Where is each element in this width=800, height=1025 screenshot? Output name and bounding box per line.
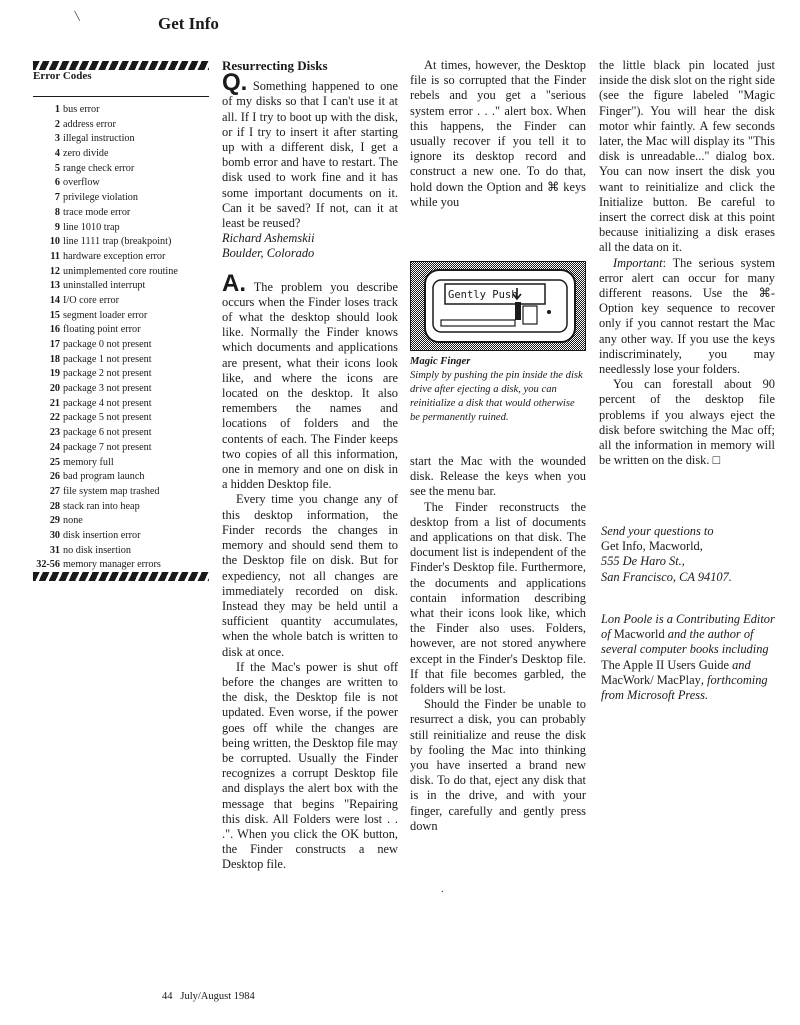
bio-text-4: , forthcoming from Microsoft Press.	[601, 672, 768, 703]
paragraph-should: Should the Finder be unable to resurrect a disk, you can probably still reinitialize and reuse the disk by fooling the Mac into thinking you have inserted a brand new disk. To do that, eject any disk that is in the drive, and with your finger, carefully and gently press down	[410, 697, 586, 833]
page-number: 44	[162, 991, 173, 1002]
question-text: Something happened to one of my disks so that I can't use it at all. If I try to boot up with the disk, or if I try to insert it after starting up with a different disk, I get a bomb error and have to restart. The disk used to work fine and it has some important documents on it. Can it be saved? If not, can it at least be reused?	[222, 79, 398, 231]
error-code-item	[33, 132, 209, 147]
error-code-item	[33, 279, 209, 294]
error-code-number: 14	[49, 294, 60, 306]
error-code-number: 28	[49, 500, 60, 512]
error-code-text: trace mode error	[63, 206, 131, 218]
error-code-number: 1	[54, 104, 60, 115]
send-questions-block	[601, 524, 781, 585]
error-code-text: package 5 not present	[63, 412, 152, 424]
error-code-number: 22	[49, 412, 60, 424]
sidebar-divider	[33, 96, 209, 97]
page-title: Get Info	[158, 14, 219, 33]
article-title: Resurrecting Disks	[222, 58, 328, 73]
figure-screen-text: Gently Push	[448, 289, 518, 301]
paragraph-pin: the little black pin located just inside the disk slot on the right side (see the figure labeled "Magic Finger"). You will hear the disk motor whir faintly. A few seconds later, the Mac will display its "This disk is unreadable..." dialog box. You can now insert the disk you want to reinitialize and click the Initialize button. Be careful to insert the correct disk at this point because initializing a disk erases all the data on it.	[599, 58, 775, 255]
error-code-text: floating point error	[63, 324, 141, 336]
figure-caption-text: Simply by pushing the pin inside the disk drive after ejecting a disk, you can reinitialize a disk that would otherwise be permanently ruined.	[410, 370, 583, 423]
bio-text-3: and	[729, 657, 751, 672]
error-code-text: no disk insertion	[63, 544, 131, 556]
error-code-item	[33, 118, 209, 133]
error-code-text: stack ran into heap	[63, 500, 140, 512]
error-code-number: 10	[49, 236, 60, 248]
article-column-3	[599, 58, 775, 468]
error-code-text: memory manager errors	[63, 559, 161, 571]
error-code-number: 27	[49, 485, 60, 497]
error-code-text: line 1010 trap	[63, 221, 120, 233]
asker-name: Richard Ashemskii	[222, 231, 315, 246]
error-code-number: 16	[49, 324, 60, 336]
error-code-item	[33, 147, 209, 162]
bio-book-2: MacWork/ MacPlay	[601, 672, 701, 687]
error-code-item	[33, 500, 209, 515]
important-label: Important	[613, 255, 663, 270]
error-code-text: bad program launch	[63, 471, 145, 483]
error-code-item	[33, 353, 209, 368]
error-code-item	[33, 206, 209, 221]
error-code-number: 5	[54, 162, 60, 174]
send-line-4: San Francisco, CA 94107.	[601, 569, 732, 584]
error-code-item	[33, 441, 209, 456]
sidebar-top-stripe	[33, 61, 209, 70]
error-code-number: 21	[49, 397, 60, 409]
error-code-item	[33, 529, 209, 544]
bio-text-2: and the author of several computer books including	[601, 627, 769, 657]
sidebar-bottom-stripe	[33, 572, 209, 581]
important-text: : The serious system error alert can occur for many different reasons. Use the ⌘-Option key sequence to recover only if you cannot restart the Mac any other way. If you use the keys indiscriminately, you may needlessly lose your folders.	[599, 255, 775, 377]
error-code-item	[33, 382, 209, 397]
error-code-item	[33, 558, 209, 573]
error-code-text: illegal instruction	[63, 133, 135, 145]
disk-pin-icon	[515, 302, 521, 320]
send-line-2: Get Info, Macworld,	[601, 539, 703, 554]
error-code-number: 24	[49, 441, 60, 453]
error-code-text: range check error	[63, 162, 135, 174]
error-code-text: package 7 not present	[63, 441, 152, 453]
error-code-number: 12	[49, 265, 60, 277]
bio-magazine: Macworld	[613, 627, 665, 642]
error-code-number: 4	[54, 148, 60, 160]
error-code-text: disk insertion error	[63, 529, 141, 541]
send-line-1: Send your questions to	[601, 524, 714, 538]
error-code-number: 25	[49, 456, 60, 468]
answer-paragraph	[222, 269, 399, 493]
paragraph-forestall	[599, 377, 775, 468]
header-mark: \	[73, 7, 81, 26]
error-code-number: 19	[49, 368, 60, 380]
paragraph-every-time: Every time you change any of this desktop information, the Finder records the changes in memory and should send them to the Desktop file on disk. But for expediency, not all changes are immediately recorded on disk. Instead they may be held until a sufficient quantity accumulates, when the whole batch is written to disk at once.	[222, 492, 398, 659]
error-code-number: 32-56	[36, 559, 60, 571]
magic-finger-figure	[410, 261, 586, 351]
error-code-item	[33, 294, 209, 309]
error-code-text: uninstalled interrupt	[63, 280, 146, 292]
error-code-number: 31	[49, 544, 60, 556]
error-code-number: 18	[49, 353, 60, 365]
error-code-text: I/O core error	[63, 294, 119, 306]
error-code-text: package 2 not present	[63, 368, 152, 380]
error-code-text: unimplemented core routine	[63, 265, 178, 277]
bio-text-1: Lon Poole is a Contributing Editor of	[601, 612, 775, 642]
error-codes-sidebar	[33, 70, 209, 573]
forestall-text: You can forestall about 90 percent of the desktop file problems if you always eject the disk before switching the Mac off; all the information in memory will be written on the disk.	[599, 377, 775, 468]
error-code-text: zero divide	[63, 148, 109, 160]
error-code-item	[33, 397, 209, 412]
error-code-text: line 1111 trap (breakpoint)	[63, 236, 172, 248]
error-code-item	[33, 191, 209, 206]
article-column-2-bottom	[410, 454, 586, 834]
error-code-item	[33, 544, 209, 559]
send-line-3: 555 De Haro St.,	[601, 554, 685, 569]
error-code-item	[33, 338, 209, 353]
error-code-item	[33, 456, 209, 471]
error-code-text: package 4 not present	[63, 397, 152, 409]
disk-drive-illustration	[411, 262, 585, 350]
error-code-number: 23	[49, 427, 60, 439]
article-column-2-top	[410, 58, 586, 210]
answer-lead-text: The problem you describe occurs when the Finder loses track of what the desktop should look like. Normally the Finder knows which documents and applications are present, what their icons look like, and where the icons are located on the desktop. It also remembers the names and locations of folders and the contents of each. The Finder keeps two copies of all this information, one in memory and one on disk in a hidden Desktop file.	[222, 279, 399, 492]
asker-place: Boulder, Colorado	[222, 246, 315, 261]
sidebar-title: Error Codes	[33, 70, 92, 82]
bio-book-1: The Apple II Users Guide	[601, 657, 730, 672]
paragraph-at-times: At times, however, the Desktop file is so corrupted that the Finder rebels and you get a "serious system error . . ." alert box. When this happens, the Finder can usually recover if you tell it to ignore its desktop record and construct a new one. To do that, hold down the Option and ⌘ keys while you	[410, 58, 586, 209]
error-code-number: 9	[54, 221, 60, 233]
error-code-text: memory full	[63, 456, 114, 468]
stray-dot: .	[441, 884, 444, 895]
error-code-item	[33, 426, 209, 441]
article-column-1	[222, 58, 398, 873]
figure-caption-title: Magic Finger	[410, 356, 471, 367]
paragraph-start-mac: start the Mac with the wounded disk. Release the keys when you see the menu bar.	[410, 454, 586, 499]
error-code-text: package 1 not present	[63, 353, 152, 365]
error-code-item	[33, 514, 209, 529]
error-code-number: 3	[54, 133, 60, 145]
error-code-number: 2	[54, 118, 60, 130]
error-code-text: none	[63, 515, 83, 527]
question-paragraph	[222, 69, 398, 231]
error-code-item	[33, 235, 209, 250]
error-code-text: bus error	[63, 104, 100, 115]
error-code-item	[33, 162, 209, 177]
error-code-item	[33, 323, 209, 338]
error-code-text: overflow	[63, 177, 100, 189]
error-code-number: 8	[54, 206, 60, 218]
error-code-number: 29	[49, 515, 60, 527]
error-code-number: 15	[49, 309, 60, 321]
paragraph-power: If the Mac's power is shut off before the changes are written to the disk, the Desktop file is not updated. Even worse, if the power goes off while the changes are being written, the Desktop file may be corrupted. Usually the Finder recognizes a corrupt Desktop file and displays the alert box with the message that begins "Repairing this disk. All Folders were lost . . .". When you click the OK button, the Finder constructs a new Desktop file.	[222, 659, 398, 872]
error-code-item	[33, 250, 209, 265]
figure-caption	[410, 355, 586, 425]
error-code-number: 20	[49, 383, 60, 395]
error-code-number: 11	[50, 250, 60, 262]
error-code-item	[33, 176, 209, 191]
error-code-item	[33, 265, 209, 280]
error-code-item	[33, 367, 209, 382]
error-code-number: 26	[49, 471, 60, 483]
error-code-text: segment loader error	[63, 309, 148, 321]
question-label: Q.	[222, 69, 248, 97]
error-code-text: package 0 not present	[63, 339, 152, 350]
error-code-text: address error	[63, 118, 116, 130]
page-footer	[162, 991, 255, 1002]
answer-label: A.	[222, 269, 246, 297]
end-mark-icon: □	[712, 453, 721, 468]
error-code-text: file system map trashed	[63, 485, 160, 497]
error-code-item	[33, 309, 209, 324]
error-code-item	[33, 221, 209, 236]
paragraph-reconstructs: The Finder reconstructs the desktop from a list of documents and applications on that disk. The document list is independent of the Finder's Desktop file. Furthermore, the documents and applications contain information describing what their icons look like, which the Finder also uses. Folders, however, are not stored anywhere except in the Finder's Desktop file. If that file becomes garbled, the folders will be lost.	[410, 499, 586, 697]
error-code-item	[33, 411, 209, 426]
author-bio	[601, 612, 781, 703]
error-code-number: 13	[49, 280, 60, 292]
error-code-number: 30	[49, 529, 60, 541]
error-code-number: 17	[49, 339, 60, 350]
error-code-number: 7	[54, 192, 60, 204]
error-code-text: package 6 not present	[63, 427, 152, 439]
error-code-number: 6	[54, 177, 60, 189]
error-code-item	[33, 470, 209, 485]
paragraph-important	[599, 256, 775, 378]
error-code-item	[33, 485, 209, 500]
error-codes-list	[33, 103, 209, 573]
error-code-text: package 3 not present	[63, 383, 152, 395]
error-code-text: hardware exception error	[63, 250, 166, 262]
error-code-text: privilege violation	[63, 192, 138, 204]
error-code-item	[33, 103, 209, 118]
issue-date: July/August 1984	[180, 991, 255, 1002]
